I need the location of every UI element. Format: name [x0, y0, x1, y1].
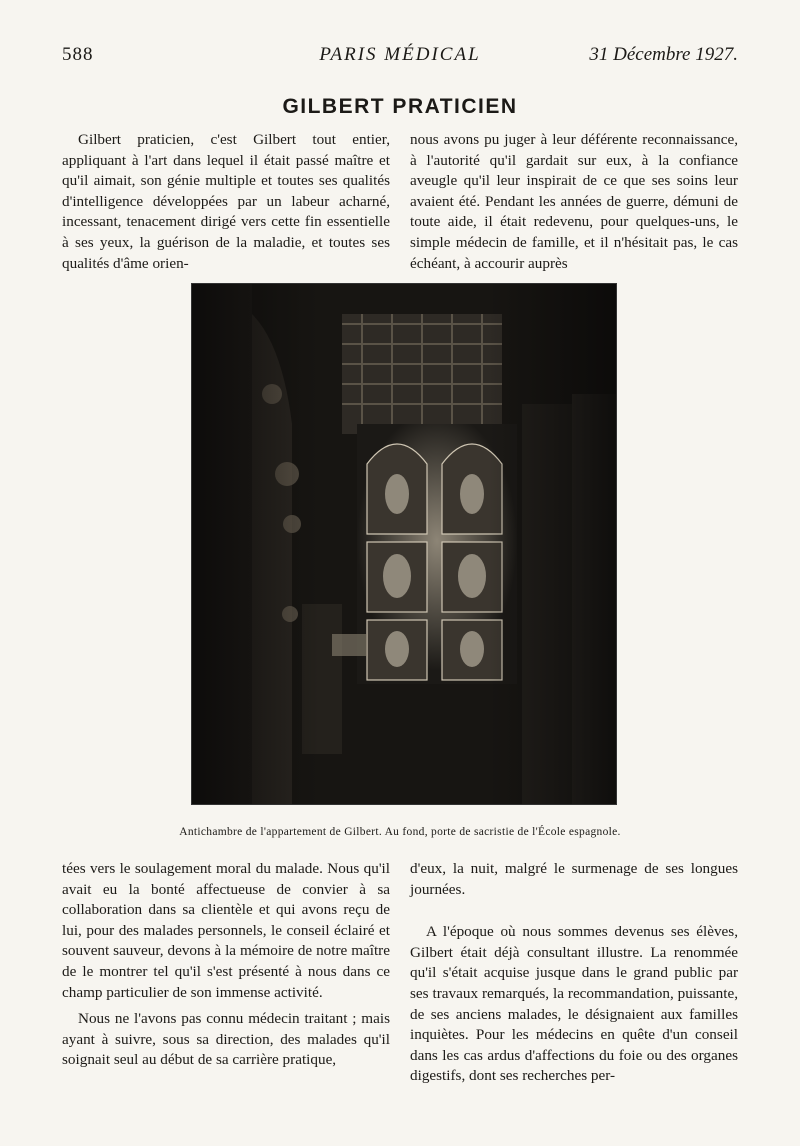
paragraph: Gilbert praticien, c'est Gilbert tout entier, appliquant à l'art dans lequel il était passé maître et qu'il aimait, son génie multiple et toutes ses qualités d'intelligence développées par un labeur acharné, incessant, tenacement dirigé vers cette fin essentielle à ses yeux, la guérison de la maladie, et toutes ses qualités d'âme orien-: [62, 131, 390, 272]
issue-date: 31 Décembre 1927.: [589, 44, 738, 65]
journal-title: PARIS MÉDICAL: [319, 44, 481, 65]
column-top-left: [62, 130, 390, 274]
running-header: [62, 44, 738, 72]
column-top-right: [410, 130, 738, 274]
figure-caption: Antichambre de l'appartement de Gilbert. Au fond, porte de sacristie de l'École espagnole.: [179, 826, 621, 838]
paragraph: Nous ne l'avons pas connu médecin traitant ; mais ayant à suivre, sous sa direction, des malades qu'il soignait seul au début de sa carrière pratique,: [62, 1010, 390, 1069]
paragraph: nous avons pu juger à leur déférente reconnaissance, à l'autorité qu'il gardait sur eux, à la confiance aveugle qu'il leur inspirait de ce que ses soins leur avaient été. Pendant les années de guerre, démuni de toute aide, il était redevenu, pour quelques-uns, le simple médecin de famille, et il n'hésitait pas, le cas échéant, à accourir auprès: [410, 131, 738, 272]
page-number: 588: [62, 44, 94, 65]
antechamber-photograph: [191, 283, 617, 805]
paragraph: tées vers le soulagement moral du malade. Nous qu'il avait eu la bonté affectueuse de convier à sa collaboration dans sa clientèle et qui avons reçu de lui, pour des malades personnels, le conseil éclairé et souvent sauveur, devons à la mémoire de notre maître de le montrer tel qu'il s'est présenté à nous dans ce champ particulier de son immense activité.: [62, 860, 390, 1001]
article-title: GILBERT PRATICIEN: [282, 95, 518, 118]
photograph-image: [192, 284, 616, 804]
paragraph: A l'époque où nous sommes devenus ses élèves, Gilbert était déjà consultant illustre. La renommée qu'il s'était acquise jusque dans le grand public par ses travaux remarqués, la recommandation, puissante, de ses anciens malades, le désignaient aux familles inquiètes. Pour les médecins en quête d'un conseil dans les cas ardus d'affections du foie ou des organes digestifs, dont ses recherches per-: [410, 923, 738, 1085]
paragraph: d'eux, la nuit, malgré le surmenage de ses longues journées.: [410, 860, 738, 898]
column-bottom-left: [62, 859, 390, 1071]
column-bottom-right: [410, 859, 738, 1087]
